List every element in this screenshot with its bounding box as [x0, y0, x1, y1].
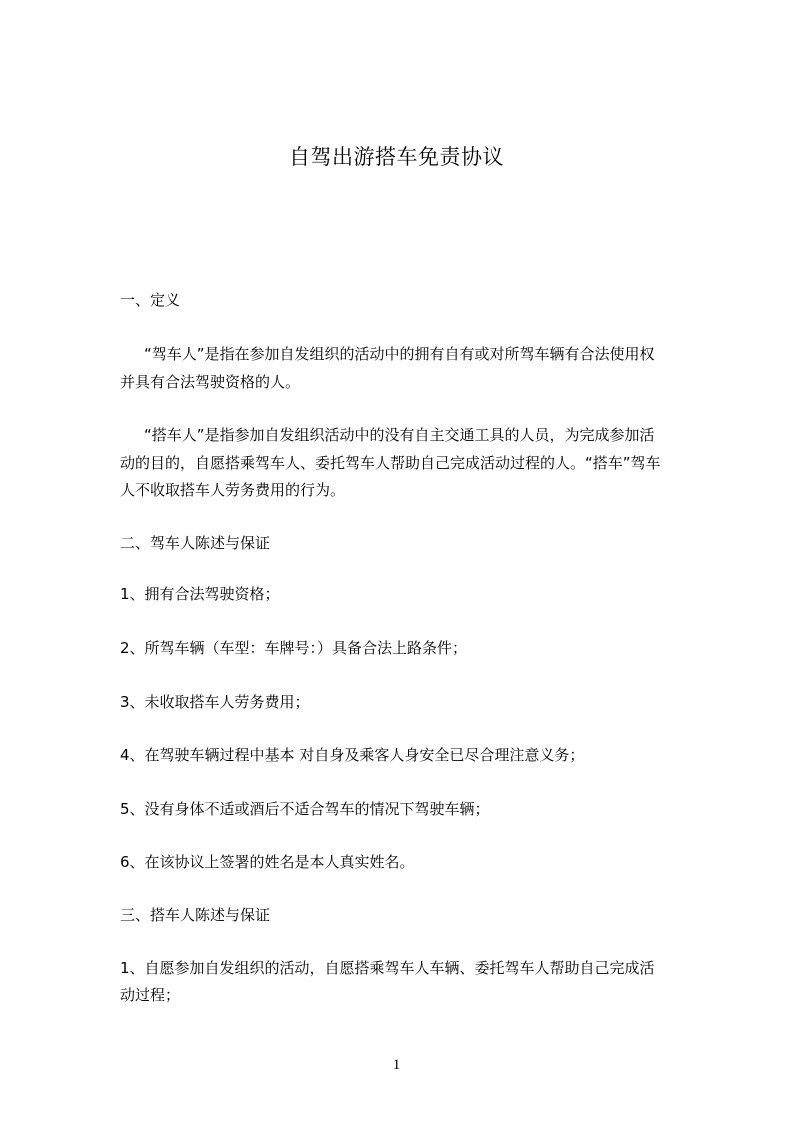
section-2-item-6: 6、在该协议上签署的姓名是本人真实姓名。	[120, 853, 415, 871]
section-2-item-3: 3、未收取搭车人劳务费用；	[120, 693, 310, 711]
rider-definition-line-1: “搭车人”是指参加自发组织活动中的没有自主交通工具的人员，为完成参加活	[144, 426, 655, 444]
section-2-item-1: 1、拥有合法驾驶资格；	[120, 585, 280, 603]
rider-definition-line-3: 人不收取搭车人劳务费用的行为。	[120, 481, 346, 499]
section-2-item-5: 5、没有身体不适或酒后不适合驾车的情况下驾驶车辆；	[120, 800, 490, 818]
section-3-item-1-line-1: 1、自愿参加自发组织的活动，自愿搭乘驾车人车辆、委托驾车人帮助自己完成活	[120, 959, 655, 977]
driver-definition-line-1: “驾车人”是指在参加自发组织的活动中的拥有自有或对所驾车辆有合法使用权	[144, 345, 655, 363]
section-2-item-4: 4、在驾驶车辆过程中基本 对自身及乘客人身安全已尽合理注意义务；	[120, 746, 585, 764]
document-title: 自驾出游搭车免责协议	[289, 145, 504, 169]
section-3-heading: 三、搭车人陈述与保证	[120, 906, 271, 924]
section-2-item-2: 2、所驾车辆（车型：车牌号：）具备合法上路条件；	[120, 639, 468, 657]
driver-definition-line-2: 并具有合法驾驶资格的人。	[120, 373, 301, 391]
section-1-heading: 一、定义	[120, 291, 181, 309]
page-number: 1	[392, 1057, 401, 1073]
section-2-heading: 二、驾车人陈述与保证	[120, 534, 271, 552]
section-3-item-1-line-2: 动过程；	[120, 986, 181, 1004]
rider-definition-line-2: 动的目的，自愿搭乘驾车人、委托驾车人帮助自己完成活动过程的人。“搭车”驾车	[120, 454, 661, 472]
